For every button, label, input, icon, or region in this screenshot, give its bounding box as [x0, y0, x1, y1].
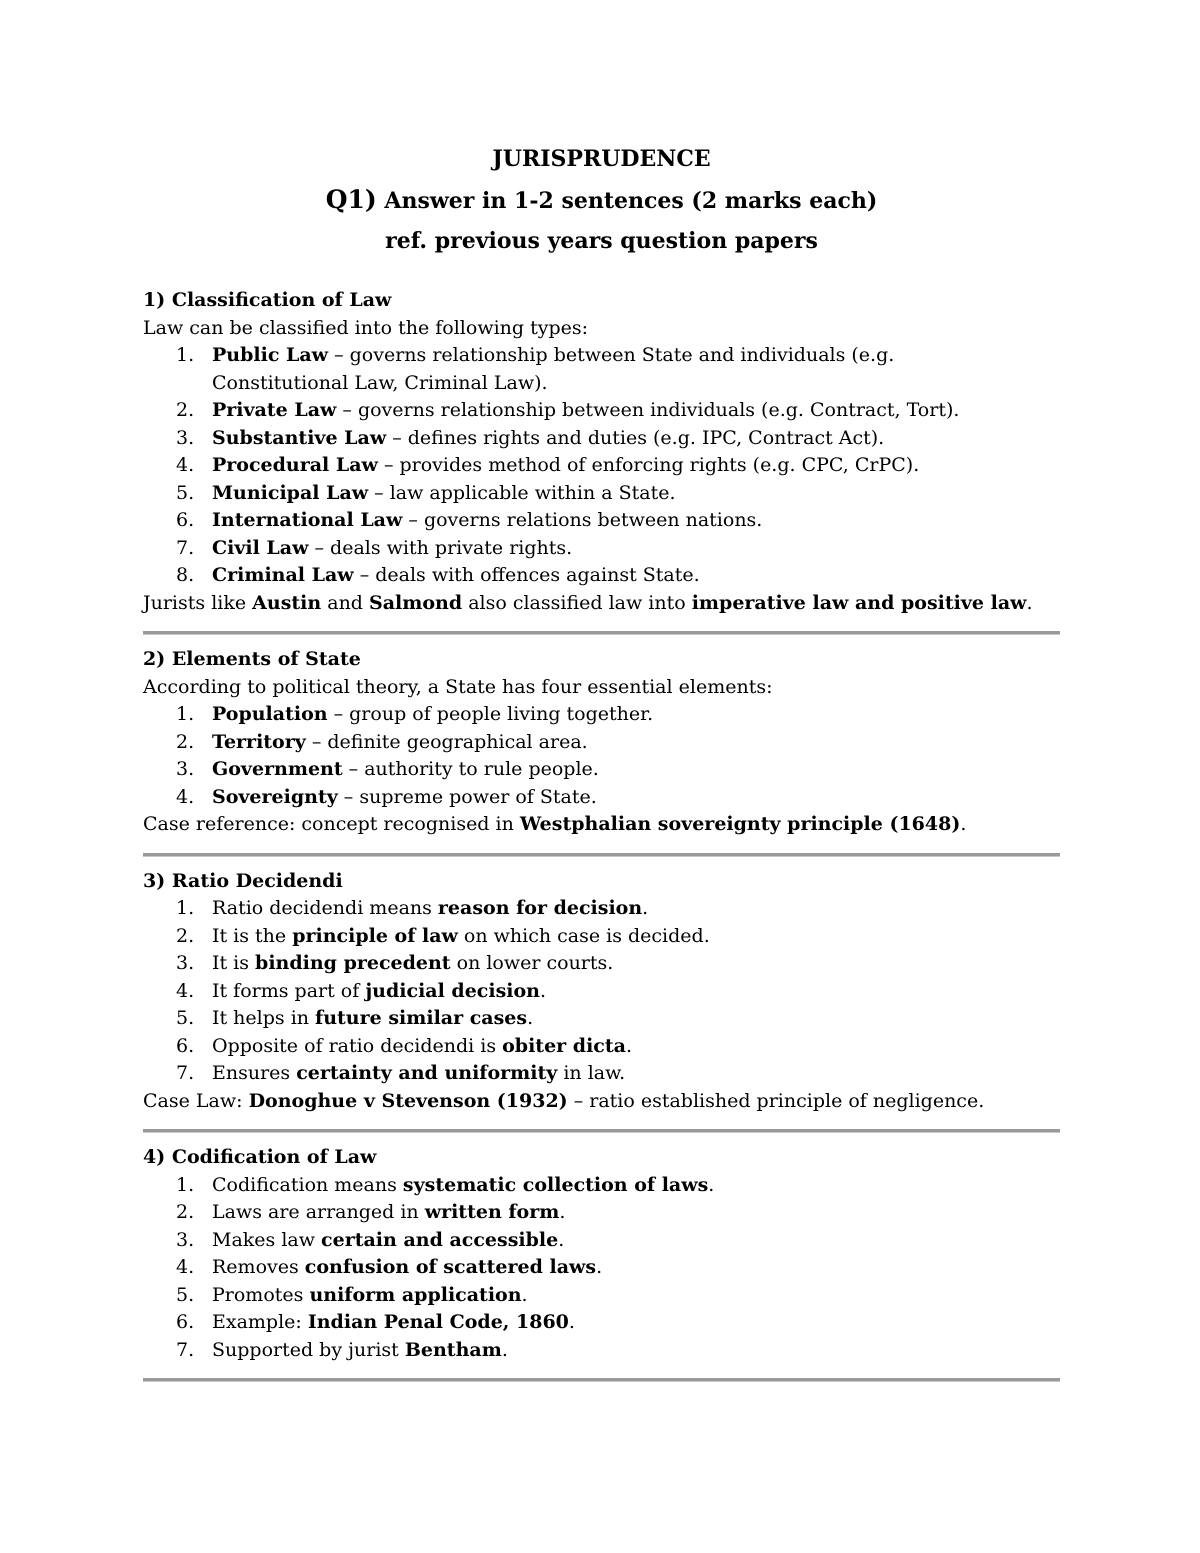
- list-item: 7. Civil Law – deals with private rights.: [176, 536, 573, 559]
- document-page: [143, 140, 1060, 1393]
- list-item: 6. Opposite of ratio decidendi is obiter dicta.: [176, 1034, 632, 1057]
- section-list: [143, 895, 1060, 1088]
- question-instructions: Answer in 1-2 sentences (2 marks each): [376, 188, 878, 214]
- section-divider: [143, 853, 1060, 857]
- list-item: 1. Ratio decidendi means reason for decision.: [176, 897, 649, 919]
- list-item: 1. Public Law – governs relationship between State and individuals (e.g. Constitutional Law, Criminal Law).: [176, 344, 895, 394]
- question-number: Q1): [325, 185, 377, 214]
- list-item: 5. It helps in future similar cases.: [176, 1007, 534, 1029]
- section-title: 1) Classification of Law: [143, 289, 392, 311]
- section-list: [143, 342, 1060, 590]
- list-item: 8. Criminal Law – deals with offences against State.: [176, 564, 700, 586]
- list-item: 3. It is binding precedent on lower courts.: [176, 952, 614, 974]
- list-item: 2. Private Law – governs relationship between individuals (e.g. Contract, Tort).: [176, 399, 960, 421]
- section-list: [143, 1172, 1060, 1365]
- document-title: JURISPRUDENCE: [492, 146, 711, 172]
- section-intro: According to political theory, a State has four essential elements:: [143, 675, 773, 698]
- section-divider: [143, 1129, 1060, 1133]
- section-intro: Law can be classified into the following types:: [143, 316, 589, 339]
- section-title: 3) Ratio Decidendi: [143, 869, 343, 892]
- section-closing: Case reference: concept recognised in Westphalian sovereignty principle (1648).: [143, 813, 967, 835]
- list-item: 7. Supported by jurist Bentham.: [176, 1338, 508, 1361]
- document-header: [143, 140, 1060, 259]
- section-list: [143, 701, 1060, 811]
- list-item: 1. Population – group of people living together.: [176, 703, 654, 725]
- question-heading: [143, 178, 1060, 223]
- list-item: 4. Procedural Law – provides method of enforcing rights (e.g. CPC, CrPC).: [176, 454, 920, 476]
- list-item: 7. Ensures certainty and uniformity in law.: [176, 1062, 626, 1084]
- list-item: 3. Substantive Law – defines rights and duties (e.g. IPC, Contract Act).: [176, 426, 885, 449]
- section-divider: [143, 1378, 1060, 1382]
- list-item: 3. Makes law certain and accessible.: [176, 1228, 565, 1251]
- section-codification-of-law: [143, 1144, 1060, 1364]
- list-item: 6. International Law – governs relations between nations.: [176, 509, 763, 531]
- list-item: 4. Removes confusion of scattered laws.: [176, 1256, 603, 1278]
- section-closing: Case Law: Donoghue v Stevenson (1932) – ratio established principle of negligence.: [143, 1089, 985, 1112]
- section-title: 2) Elements of State: [143, 648, 361, 670]
- section-elements-of-state: [143, 646, 1060, 839]
- section-ratio-decidendi: [143, 868, 1060, 1116]
- list-item: 5. Municipal Law – law applicable within a State.: [176, 481, 676, 504]
- list-item: 6. Example: Indian Penal Code, 1860.: [176, 1311, 575, 1333]
- section-classification-of-law: [143, 287, 1060, 617]
- section-divider: [143, 631, 1060, 635]
- section-title: 4) Codification of Law: [143, 1146, 377, 1168]
- list-item: 2. Laws are arranged in written form.: [176, 1201, 566, 1223]
- list-item: 1. Codification means systematic collection of laws.: [176, 1173, 715, 1196]
- list-item: 4. It forms part of judicial decision.: [176, 979, 547, 1002]
- list-item: 2. It is the principle of law on which case is decided.: [176, 924, 710, 947]
- reference-note: ref. previous years question papers: [385, 228, 818, 254]
- list-item: 5. Promotes uniform application.: [176, 1283, 528, 1306]
- list-item: 3. Government – authority to rule people.: [176, 758, 599, 780]
- list-item: 2. Territory – definite geographical area.: [176, 730, 588, 753]
- list-item: 4. Sovereignty – supreme power of State.: [176, 785, 597, 808]
- section-closing: Jurists like Austin and Salmond also classified law into imperative law and positive law.: [143, 591, 1033, 614]
